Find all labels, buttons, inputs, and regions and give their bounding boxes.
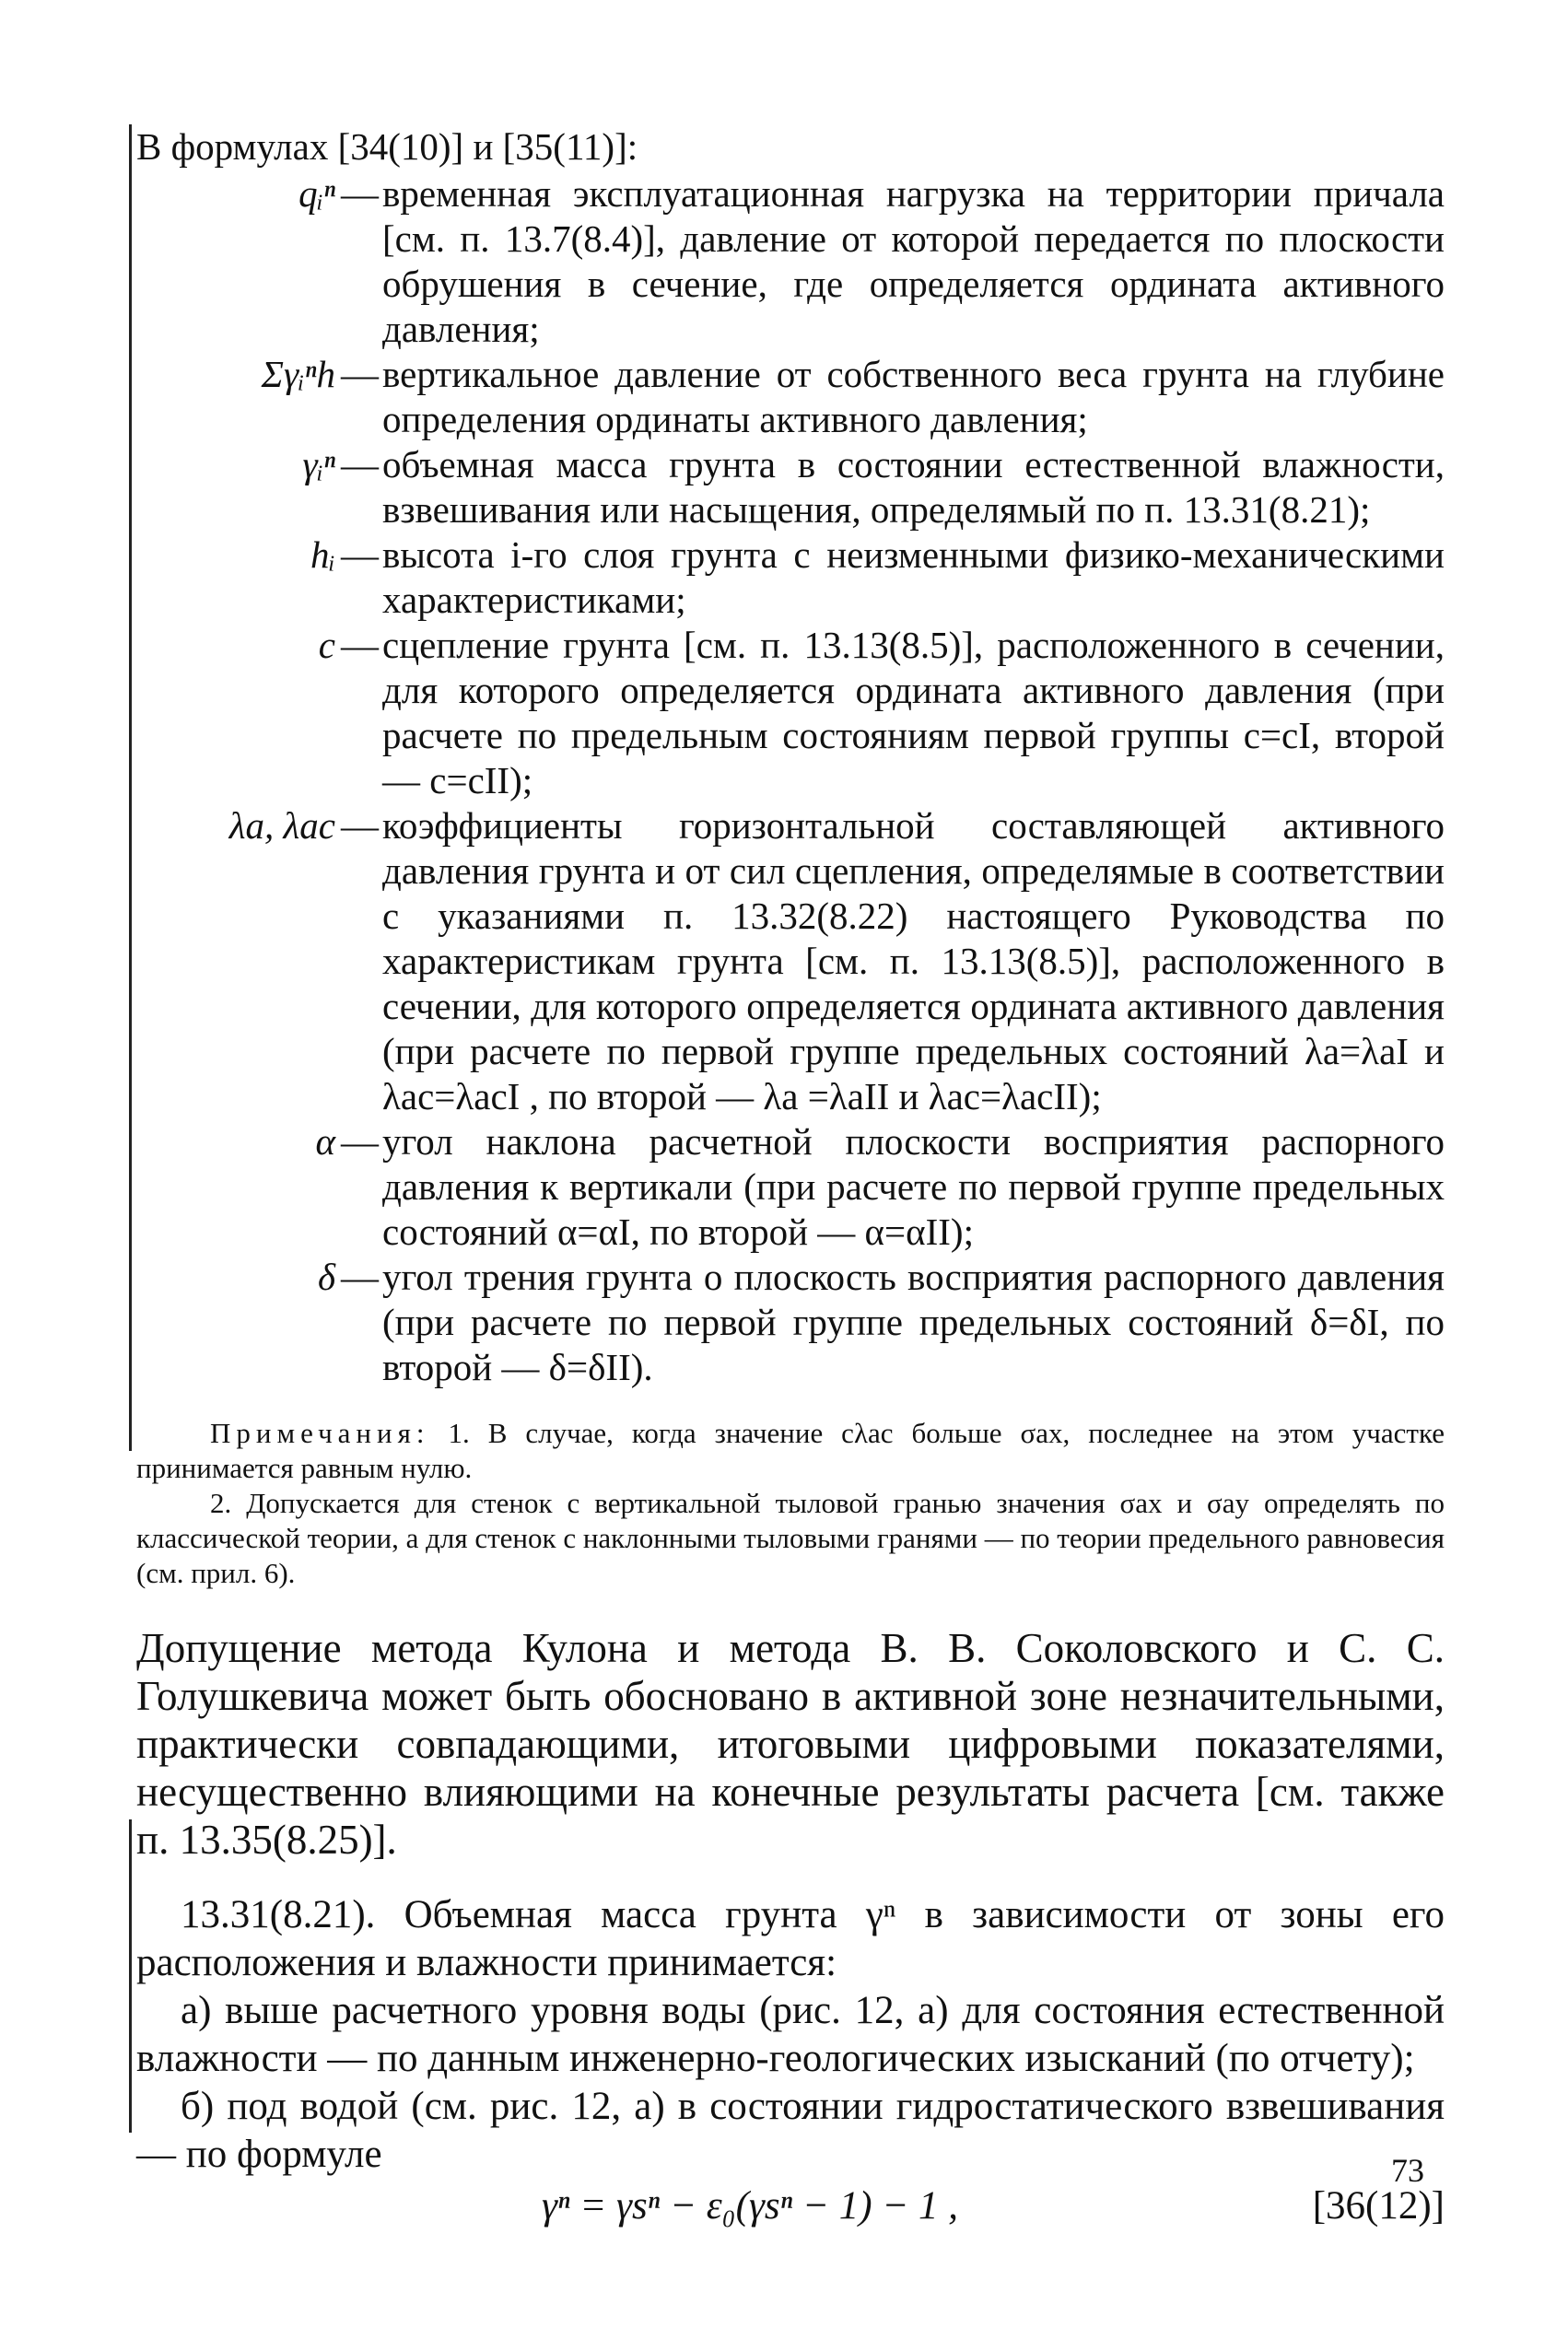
section-13-31	[136, 1891, 1445, 2230]
page-content	[136, 124, 1445, 2230]
section-paragraph: 13.31(8.21). Объемная масса грунта γⁿ в зависимости от зоны его расположения и влажности принимается:	[136, 1893, 1445, 1984]
definition-symbol: δ	[317, 1256, 335, 1298]
definition-symbol: qᵢⁿ	[298, 172, 335, 215]
equation-number: [36(12)]	[1312, 2184, 1445, 2228]
intro-line: В формулах [34(10)] и [35(11)]:	[136, 125, 638, 168]
definition-symbol: λa, λac	[228, 804, 335, 847]
definition-text: высота i-го слоя грунта с неизменными физико-механическими характеристиками;	[382, 533, 1445, 621]
note-2: 2. Допускается для стенок с вертикальной тыловой гранью значения σax и σay определять по классической теории, а для стенок с наклонными тыловыми гранями — по теории предельного равновесия (см. прил. 6).	[136, 1487, 1445, 1589]
formula-row	[136, 2182, 1445, 2230]
definition-symbol: γᵢⁿ	[302, 443, 335, 485]
definition-symbol: c	[318, 624, 335, 666]
definition-symbol: hᵢ	[310, 533, 335, 576]
definitions-list	[136, 171, 1445, 1390]
definition-item: c — сцепление грунта [см. п. 13.13(8.5)], расположенного в сечении, для которого определяется ордината активного давления (при расчете по предельным состояниям первой группы c=cI, второй — c=cII);	[136, 623, 1445, 803]
definition-item: γᵢⁿ — объемная масса грунта в состоянии естественной влажности, взвешивания или насыщения, определямый по п. 13.31(8.21);	[136, 442, 1445, 532]
page-number: 73	[1391, 2152, 1424, 2189]
body-paragraph: Допущение метода Кулона и метода В. В. Соколовского и С. С. Голушкевича может быть обосновано в активной зоне незначительными, практически совпадающими, итоговыми цифровыми показателями, несущественно влияющими на конечные результаты расчета [см. также п. 13.35(8.25)].	[136, 1625, 1445, 1863]
note-1	[136, 1416, 1445, 1486]
notes-label: Примечания:	[210, 1417, 430, 1449]
definition-symbol: Σγᵢⁿh	[261, 353, 335, 395]
definition-text: объемная масса грунта в состоянии естественной влажности, взвешивания или насыщения, определямый по п. 13.31(8.21);	[382, 443, 1445, 531]
definition-symbol: α	[315, 1120, 335, 1163]
definition-text: сцепление грунта [см. п. 13.13(8.5)], расположенного в сечении, для которого определяется ордината активного давления (при расчете по предельным состояниям первой группы c=cI, второй — c=cII);	[382, 624, 1445, 801]
definition-item: α — угол наклона расчетной плоскости восприятия распорного давления к вертикали (при расчете по первой группе предельных состояний α=αI, по второй — α=αII);	[136, 1119, 1445, 1255]
definition-item: qᵢⁿ — временная эксплуатационная нагрузка на территории причала [см. п. 13.7(8.4)], давление от которой передается по плоскости обрушения в сечение, где определяется ордината активного давления;	[136, 171, 1445, 352]
definition-text: угол наклона расчетной плоскости восприятия распорного давления к вертикали (при расчете по первой группе предельных состояний α=αI, по второй — α=αII);	[382, 1120, 1445, 1253]
definition-text: вертикальное давление от собственного веса грунта на глубине определения ординаты активного давления;	[382, 353, 1445, 440]
definition-item: δ — угол трения грунта о плоскость восприятия распорного давления (при расчете по первой группе предельных состояний δ=δI, по второй — δ=δII).	[136, 1255, 1445, 1390]
definition-item: λa, λac — коэффициенты горизонтальной составляющей активного давления грунта и от сил сцепления, определямые в соответствии с указаниями п. 13.32(8.22) настоящего Руководства по характеристикам грунта [см. п. 13.13(8.5)], расположенного в сечении, для которого определяется ордината активного давления (при расчете по первой группе предельных состояний λa=λaI и λac=λacI , по второй — λa =λaII и λac=λacII);	[136, 803, 1445, 1119]
section-paragraph: а) выше расчетного уровня воды (рис. 12, а) для состояния естественной влажности — по данным инженерно-геологических изысканий (по отчету);	[136, 1989, 1445, 2080]
margin-rule	[129, 124, 132, 1451]
definition-text: временная эксплуатационная нагрузка на территории причала [см. п. 13.7(8.4)], давление от которой передается по плоскости обрушения в сечение, где определяется ордината активного давления;	[382, 172, 1445, 350]
note-1-text: 1. В случае, когда значение cλac больше σax, последнее на этом участке принимается равным нулю.	[136, 1417, 1445, 1484]
definition-text: коэффициенты горизонтальной составляющей активного давления грунта и от сил сцепления, определямые в соответствии с указаниями п. 13.32(8.22) настоящего Руководства по характеристикам грунта [см. п. 13.13(8.5)], расположенного в сечении, для которого определяется ордината активного давления (при расчете по первой группе предельных состояний λa=λaI и λac=λacI , по второй — λa =λaII и λac=λacII);	[382, 804, 1445, 1117]
margin-rule	[129, 1819, 132, 2133]
definition-item: Σγᵢⁿh — вертикальное давление от собственного веса грунта на глубине определения ординаты активного давления;	[136, 352, 1445, 442]
notes-block	[136, 1416, 1445, 1591]
definition-text: угол трения грунта о плоскость восприятия распорного давления (при расчете по первой группе предельных состояний δ=δI, по второй — δ=δII).	[382, 1256, 1445, 1388]
formula: γⁿ = γsⁿ − ε₀(γsⁿ − 1) − 1 ,	[542, 2184, 959, 2228]
section-paragraph: б) под водой (см. рис. 12, а) в состоянии гидростатического взвешивания — по формуле	[136, 2085, 1445, 2176]
definition-item: hᵢ — высота i-го слоя грунта с неизменными физико-механическими характеристиками;	[136, 532, 1445, 623]
